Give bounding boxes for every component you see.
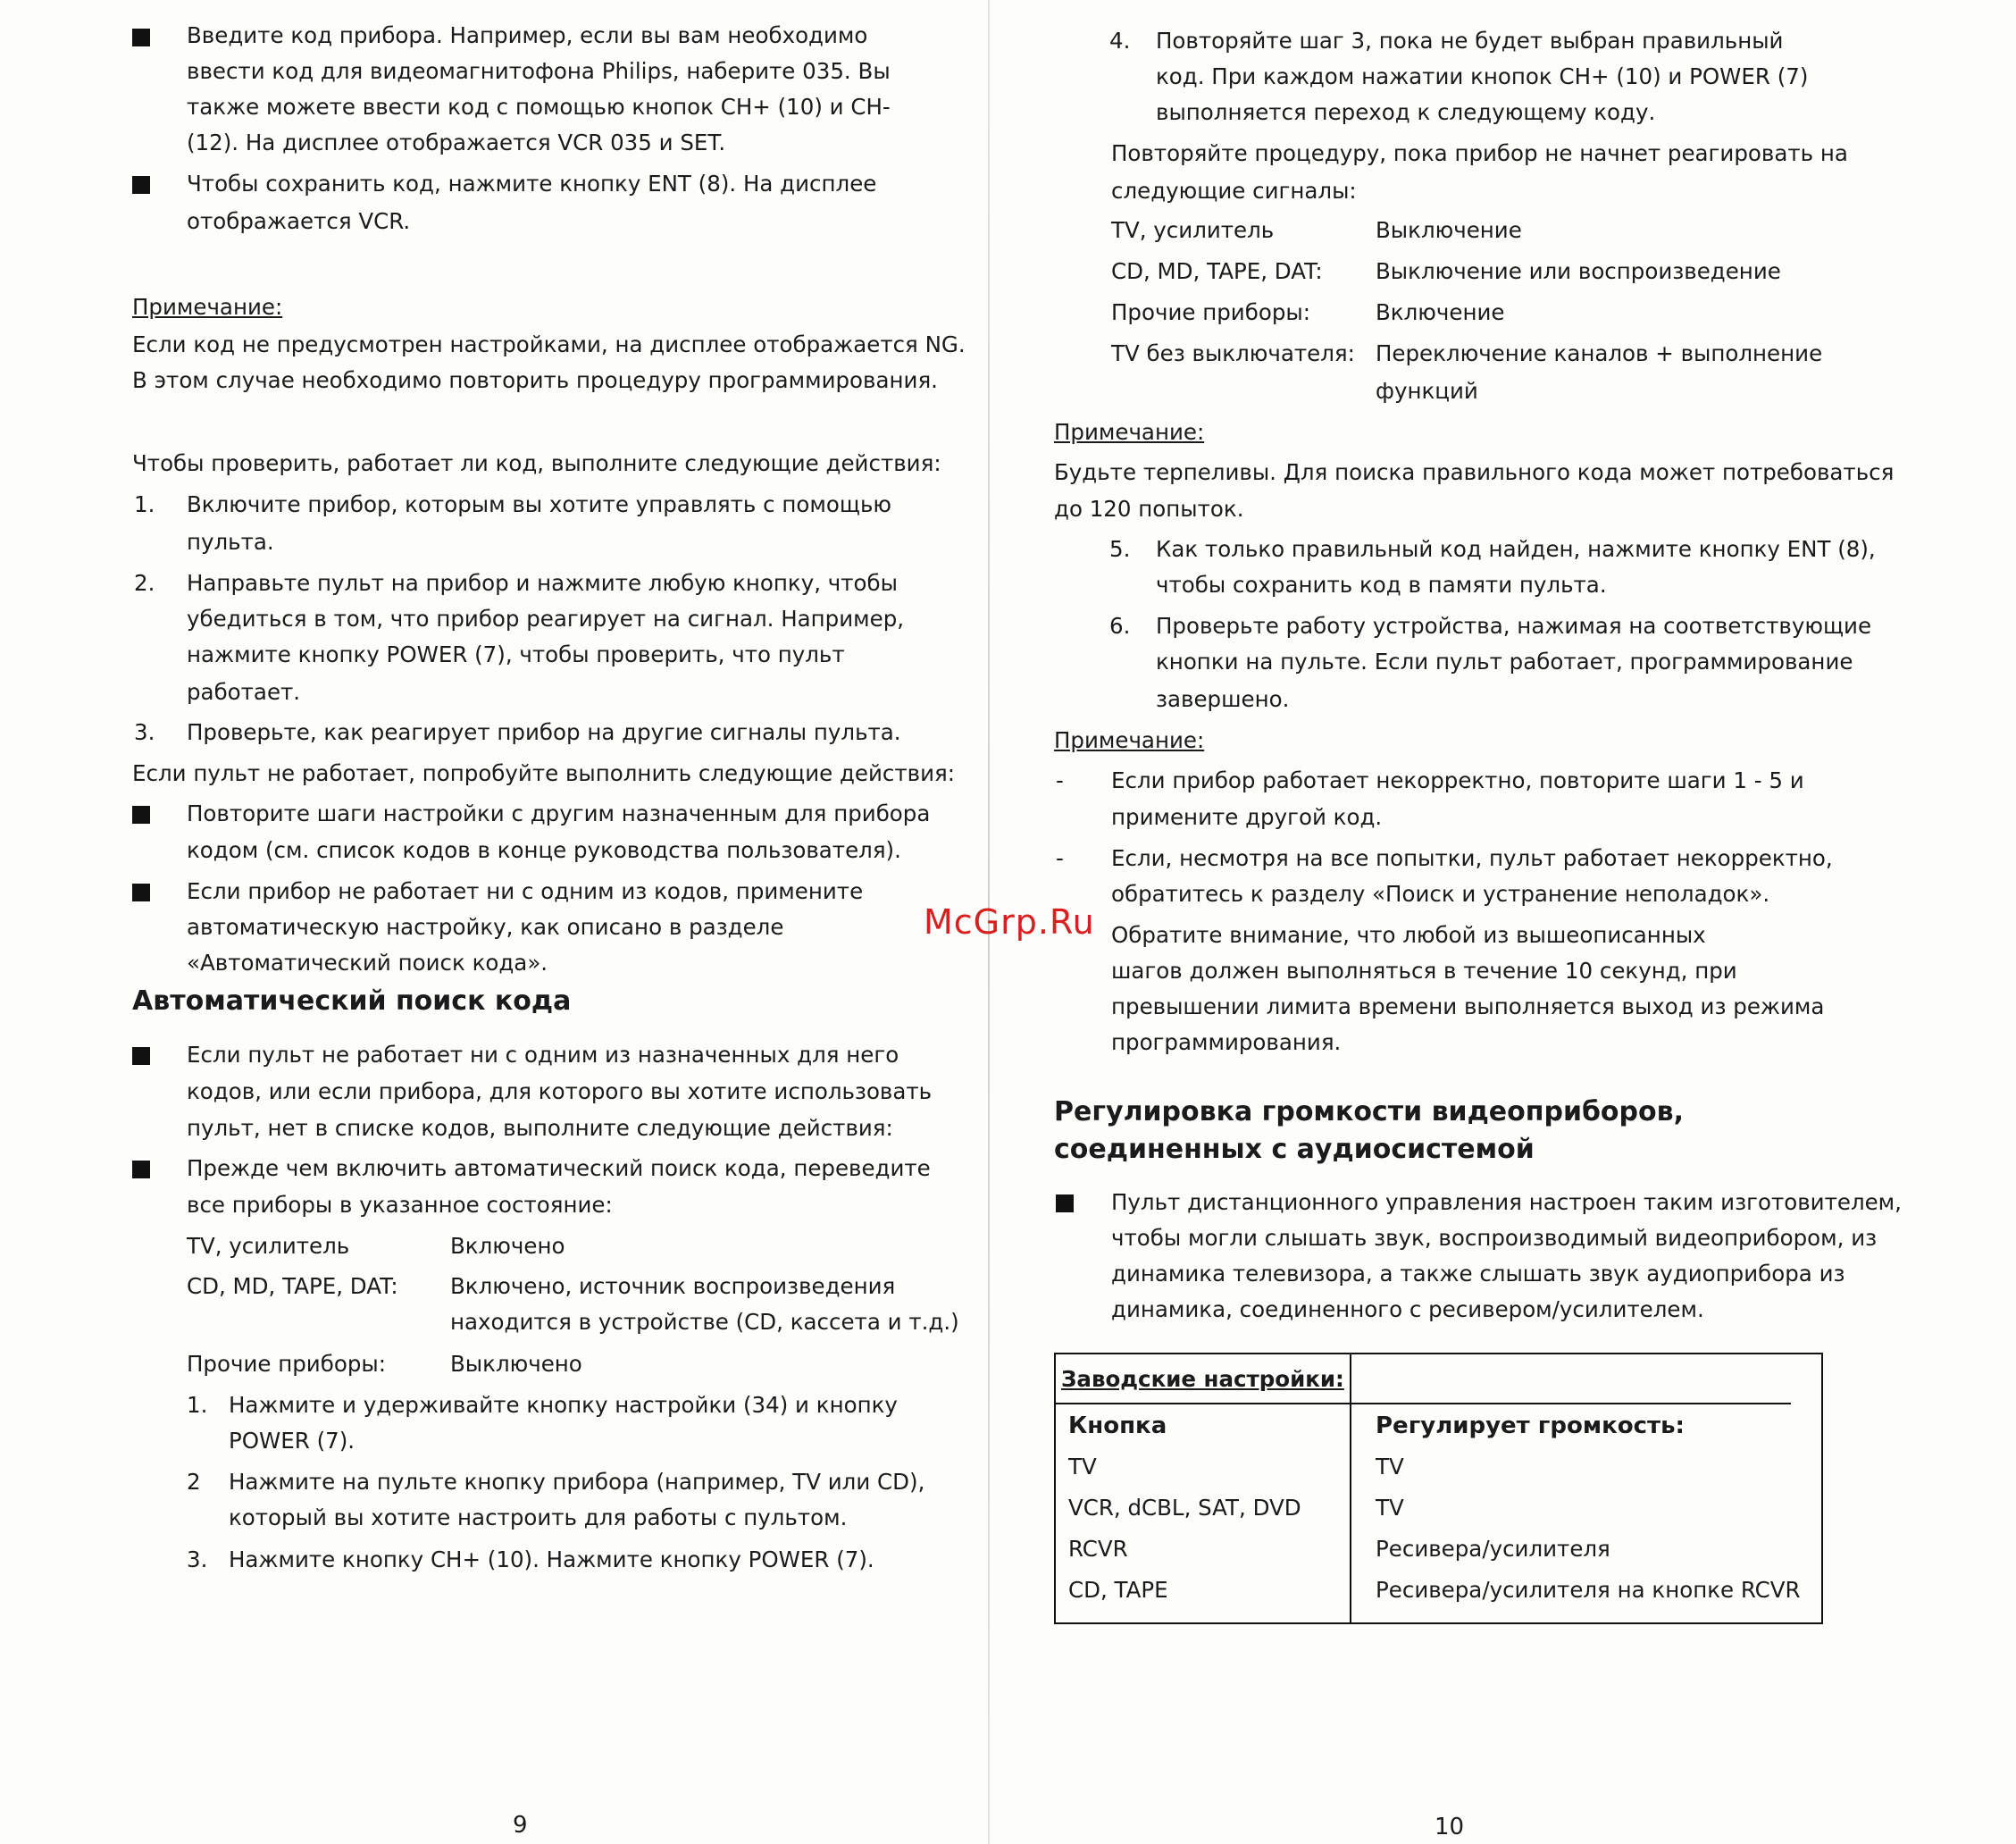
table-cell: TV: [1376, 1495, 1404, 1521]
text-line: следующие сигналы:: [1111, 178, 1357, 204]
text-line: динамика телевизора, а также слышать звук аудиоприбора из: [1111, 1261, 1845, 1287]
watermark: McGrp.Ru: [924, 902, 1095, 942]
step-number: 2: [187, 1469, 201, 1495]
text-line: нажмите кнопку POWER (7), чтобы проверить, что пульт: [187, 641, 845, 667]
text-line: Если код не предусмотрен настройками, на дисплее отображается NG.: [132, 331, 966, 357]
text-line: пульт, нет в списке кодов, выполните следующие действия:: [187, 1115, 893, 1141]
text-line: Проверьте работу устройства, нажимая на соответствующие: [1156, 613, 1872, 639]
table-header: Кнопка: [1068, 1412, 1167, 1439]
text-line: (12). На дисплее отображается VCR 035 и SET.: [187, 130, 726, 155]
text-line: Чтобы сохранить код, нажмите кнопку ENT (8). На дисплее: [187, 171, 877, 197]
page-10: [988, 0, 2016, 1844]
device-label: Прочие приборы:: [1111, 299, 1310, 325]
text-line: также можете ввести код с помощью кнопок CH+ (10) и CH-: [187, 94, 891, 120]
text-line: кнопки на пульте. Если пульт работает, программирование: [1156, 649, 1853, 675]
table-header: Регулирует громкость:: [1376, 1412, 1685, 1439]
table-cell: Ресивера/усилителя на кнопке RCVR: [1376, 1577, 1801, 1603]
text-line: убедиться в том, что прибор реагирует на сигнал. Например,: [187, 606, 905, 632]
text-line: Если прибор работает некорректно, повторите шаги 1 - 5 и: [1111, 767, 1804, 793]
text-line: кодом (см. список кодов в конце руководства пользователя).: [187, 837, 901, 863]
text-line: Повторяйте процедуру, пока прибор не начнет реагировать на: [1111, 140, 1848, 166]
text-line: шагов должен выполняться в течение 10 секунд, при: [1111, 958, 1737, 984]
text-line: превышении лимита времени выполняется выход из режима: [1111, 993, 1825, 1019]
dash-marker: -: [1056, 845, 1064, 871]
text-line: Как только правильный код найден, нажмите кнопку ENT (8),: [1156, 536, 1876, 562]
text-line: POWER (7).: [229, 1428, 356, 1454]
bullet-square: [132, 176, 150, 194]
text-line: код. При каждом нажатии кнопок CH+ (10) и POWER (7): [1156, 63, 1809, 89]
table-divider: [1350, 1354, 1351, 1622]
text-line: Если пульт не работает, попробуйте выполнить следующие действия:: [132, 760, 956, 786]
text-line: примените другой код.: [1111, 804, 1383, 830]
step-number: 4.: [1109, 28, 1131, 54]
table-cell: Ресивера/усилителя: [1376, 1536, 1610, 1562]
text-line: Если прибор не работает ни с одним из кодов, примените: [187, 878, 864, 904]
device-state: Включено: [450, 1233, 565, 1259]
device-label: TV, усилитель: [187, 1233, 350, 1259]
table-cell: RCVR: [1068, 1536, 1128, 1562]
page-9: [0, 0, 988, 1844]
device-state: находится в устройстве (CD, кассета и т.д.): [450, 1309, 959, 1335]
text-line: «Автоматический поиск кода».: [187, 950, 548, 976]
table-caption: Заводские настройки:: [1061, 1366, 1344, 1392]
page-number: 9: [513, 1812, 528, 1839]
section-heading: Автоматический поиск кода: [132, 985, 572, 1017]
device-label: TV, усилитель: [1111, 217, 1275, 243]
bullet-square: [132, 1161, 150, 1178]
step-number: 6.: [1109, 613, 1131, 639]
device-label: TV без выключателя:: [1111, 340, 1355, 366]
device-signal: Выключение или воспроизведение: [1376, 258, 1781, 284]
bullet-square: [132, 806, 150, 824]
text-line: отображается VCR.: [187, 208, 411, 234]
table-cell: TV: [1376, 1454, 1404, 1479]
text-line: В этом случае необходимо повторить процедуру программирования.: [132, 367, 938, 393]
factory-settings-table: [1054, 1353, 1823, 1624]
bullet-square: [1056, 1194, 1074, 1212]
text-line: автоматическую настройку, как описано в разделе: [187, 914, 784, 940]
text-line: Нажмите кнопку CH+ (10). Нажмите кнопку POWER (7).: [229, 1546, 874, 1572]
step-number: 3.: [134, 719, 155, 745]
device-label: CD, MD, TAPE, DAT:: [187, 1273, 398, 1299]
device-signal: функций: [1376, 378, 1478, 404]
text-line: Направьте пульт на прибор и нажмите любую кнопку, чтобы: [187, 570, 898, 596]
text-line: Если, несмотря на все попытки, пульт работает некорректно,: [1111, 845, 1833, 871]
section-heading: соединенных с аудиосистемой: [1054, 1134, 1535, 1165]
text-line: завершено.: [1156, 686, 1290, 712]
device-signal: Переключение каналов + выполнение: [1376, 340, 1823, 366]
note-title: Примечание:: [1054, 419, 1205, 445]
text-line: программирования.: [1111, 1029, 1342, 1055]
device-signal: Выключение: [1376, 217, 1522, 243]
text-line: Проверьте, как реагирует прибор на другие сигналы пульта.: [187, 719, 901, 745]
device-state: Включено, источник воспроизведения: [450, 1273, 896, 1299]
text-line: Обратите внимание, что любой из вышеописанных: [1111, 922, 1706, 948]
step-number: 1.: [134, 491, 155, 517]
text-line: Пульт дистанционного управления настроен таким изготовителем,: [1111, 1189, 1902, 1215]
text-line: обратитесь к разделу «Поиск и устранение неполадок».: [1111, 881, 1770, 907]
note-title: Примечание:: [1054, 727, 1205, 753]
text-line: до 120 попыток.: [1054, 496, 1244, 522]
note-title: Примечание:: [132, 294, 283, 320]
dash-marker: -: [1056, 767, 1064, 793]
text-line: динамика, соединенного с ресивером/усилителем.: [1111, 1296, 1704, 1322]
text-line: Если пульт не работает ни с одним из назначенных для него: [187, 1042, 899, 1068]
device-state: Выключено: [450, 1351, 582, 1377]
text-line: Прежде чем включить автоматический поиск кода, переведите: [187, 1155, 931, 1181]
text-line: Нажмите и удерживайте кнопку настройки (34) и кнопку: [229, 1392, 898, 1418]
text-line: Повторяйте шаг 3, пока не будет выбран правильный: [1156, 28, 1784, 54]
text-line: Введите код прибора. Например, если вы вам необходимо: [187, 22, 868, 48]
bullet-square: [132, 884, 150, 901]
step-number: 3.: [187, 1546, 208, 1572]
text-line: пульта.: [187, 529, 274, 555]
text-line: Чтобы проверить, работает ли код, выполните следующие действия:: [132, 450, 941, 476]
device-signal: Включение: [1376, 299, 1505, 325]
section-heading: Регулировка громкости видеоприборов,: [1054, 1096, 1684, 1127]
text-line: Нажмите на пульте кнопку прибора (например, TV или CD),: [229, 1469, 925, 1495]
step-number: 2.: [134, 570, 155, 596]
text-line: Будьте терпеливы. Для поиска правильного кода может потребоваться: [1054, 459, 1895, 485]
text-line: чтобы сохранить код в памяти пульта.: [1156, 572, 1607, 598]
table-cell: CD, TAPE: [1068, 1577, 1168, 1603]
text-line: работает.: [187, 679, 301, 705]
device-label: Прочие приборы:: [187, 1351, 386, 1377]
page-number: 10: [1435, 1814, 1465, 1840]
device-label: CD, MD, TAPE, DAT:: [1111, 258, 1323, 284]
text-line: все приборы в указанное состояние:: [187, 1192, 613, 1218]
text-line: чтобы могли слышать звук, воспроизводимый видеоприбором, из: [1111, 1225, 1878, 1251]
text-line: который вы хотите настроить для работы с пультом.: [229, 1505, 848, 1530]
step-number: 5.: [1109, 536, 1131, 562]
text-line: выполняется переход к следующему коду.: [1156, 99, 1656, 125]
text-line: Повторите шаги настройки с другим назначенным для прибора: [187, 800, 931, 826]
bullet-square: [132, 1047, 150, 1065]
table-divider: [1056, 1403, 1791, 1404]
text-line: кодов, или если прибора, для которого вы хотите использовать: [187, 1078, 933, 1104]
table-cell: TV: [1068, 1454, 1097, 1479]
step-number: 1.: [187, 1392, 208, 1418]
table-cell: VCR, dCBL, SAT, DVD: [1068, 1495, 1301, 1521]
text-line: Включите прибор, которым вы хотите управлять с помощью: [187, 491, 892, 517]
bullet-square: [132, 29, 150, 46]
text-line: ввести код для видеомагнитофона Philips, наберите 035. Вы: [187, 58, 891, 84]
